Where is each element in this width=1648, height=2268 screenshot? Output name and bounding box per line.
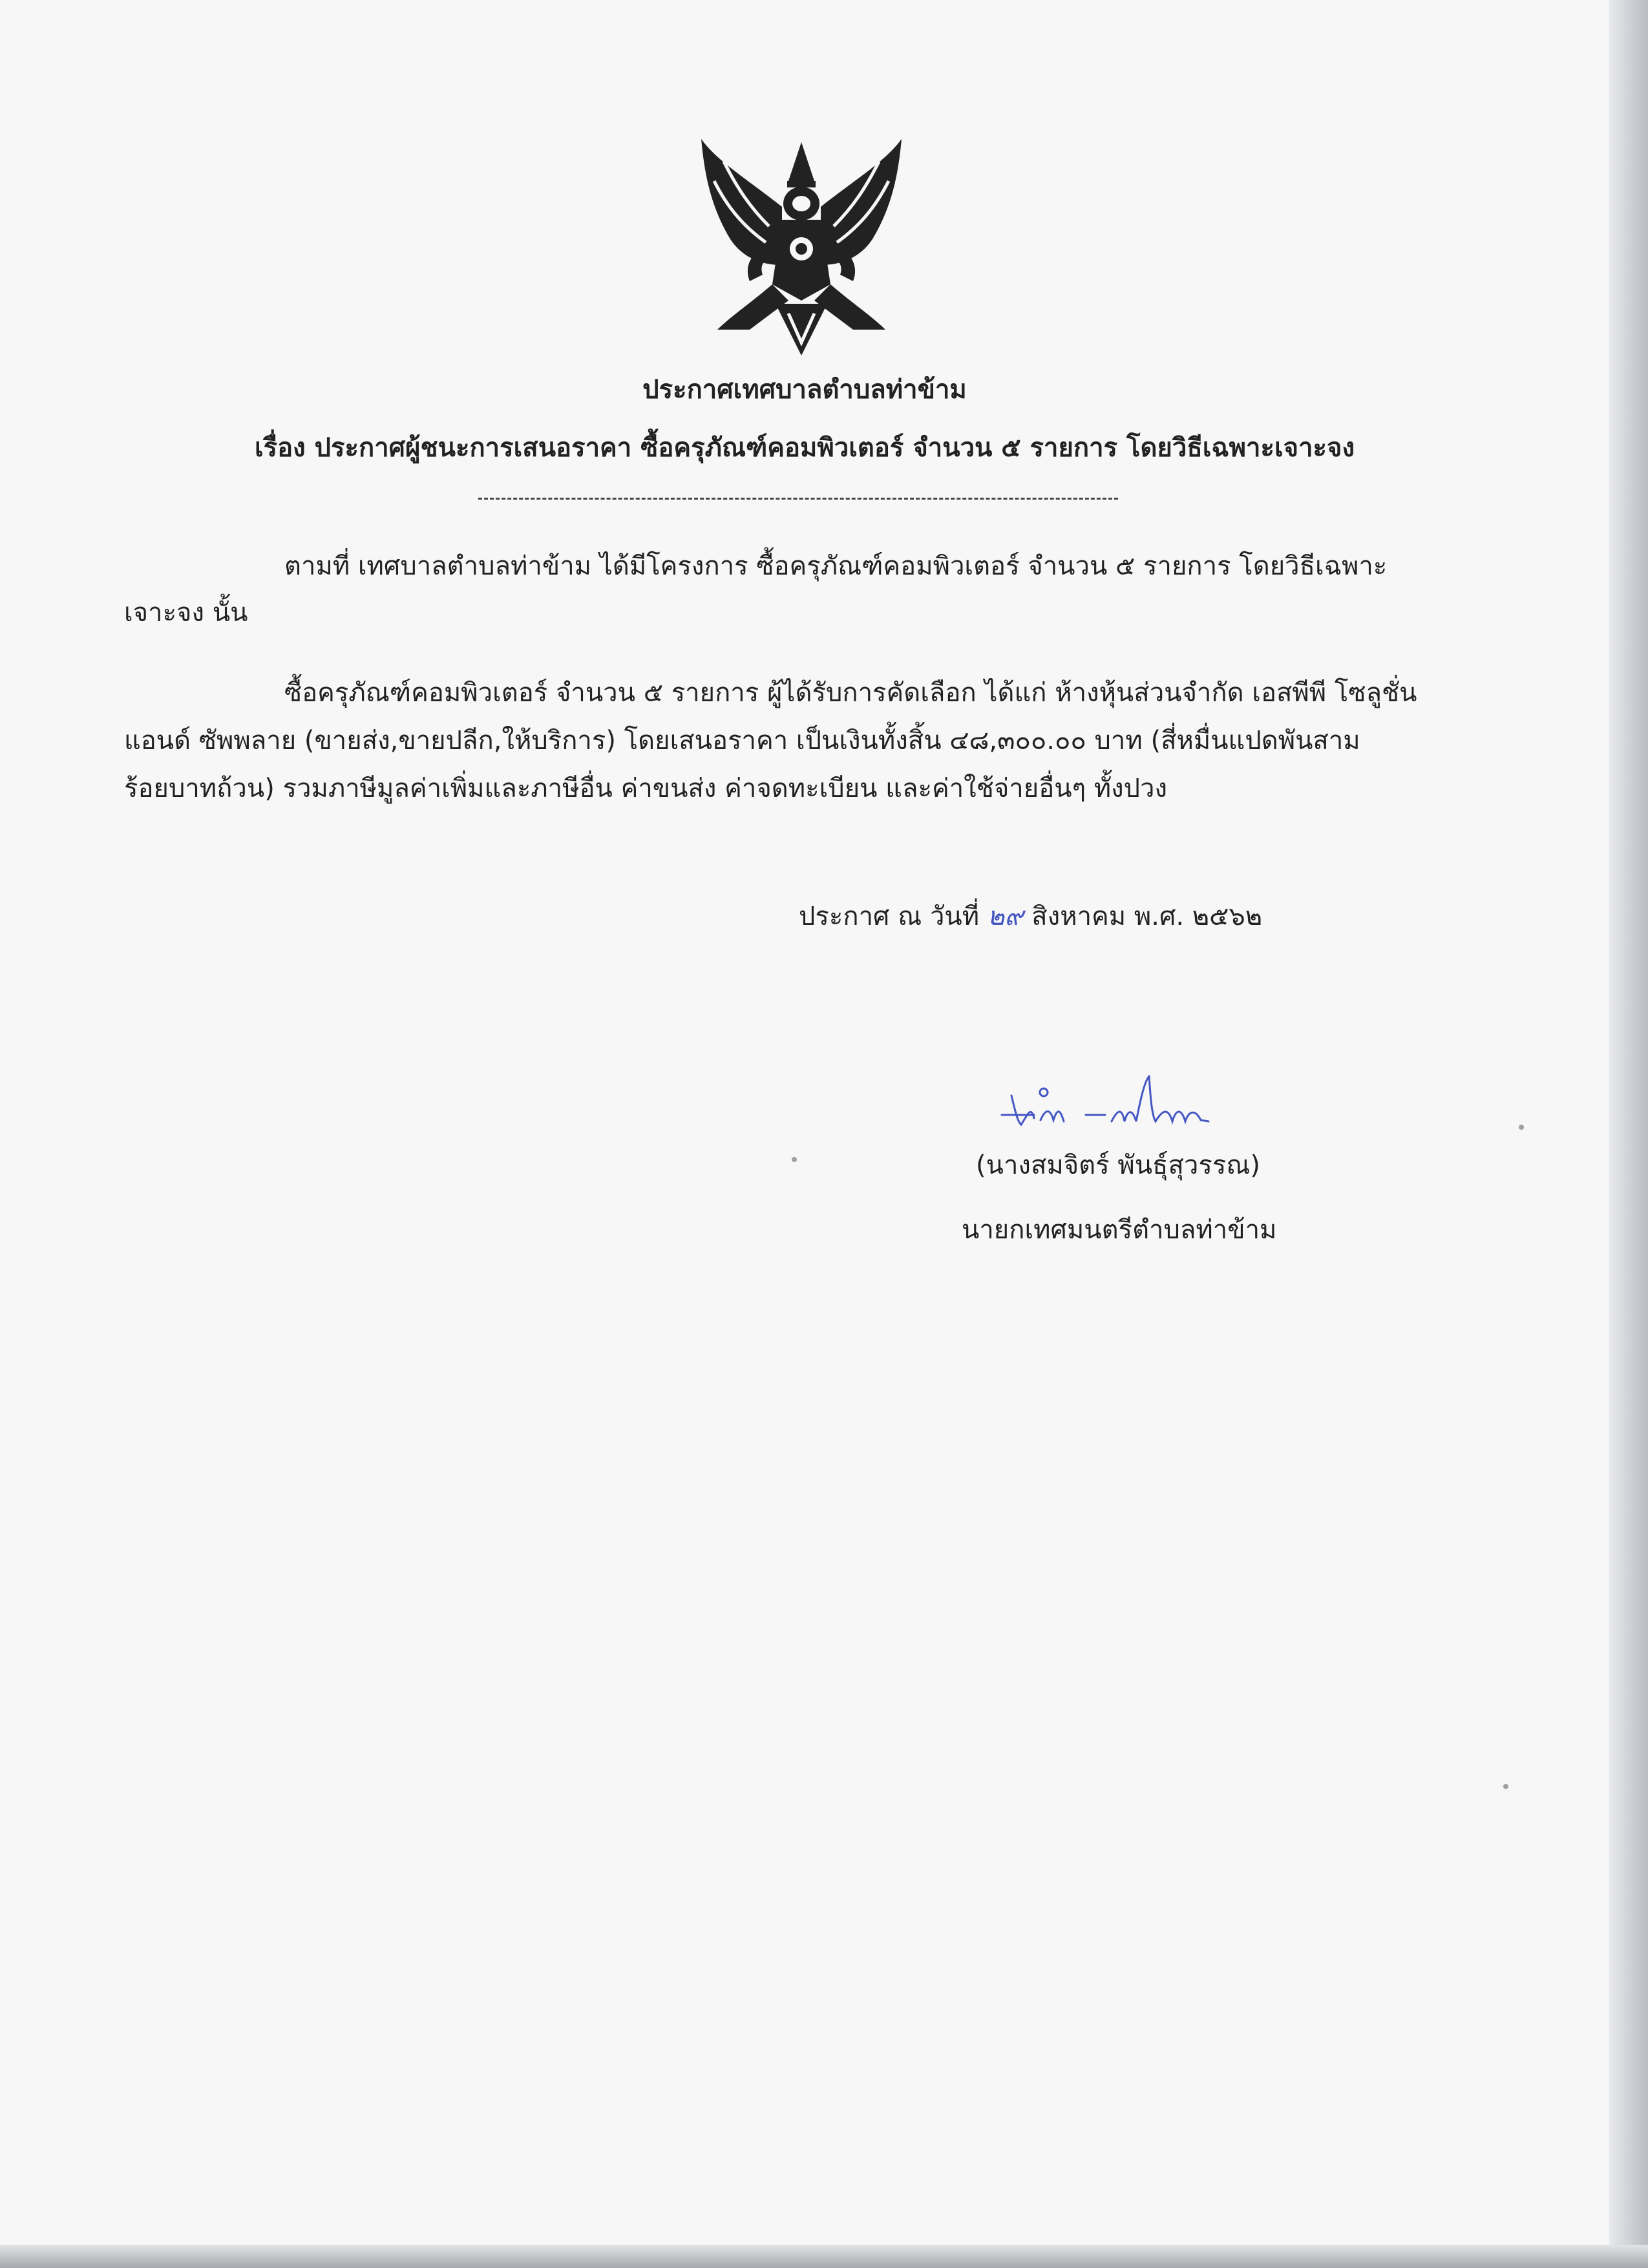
garuda-emblem-icon: [692, 136, 911, 362]
scan-speck: [792, 1157, 797, 1162]
paragraph-2-line-1: ซื้อครุภัณฑ์คอมพิวเตอร์ จำนวน ๕ รายการ ผู้ได้รับการคัดเลือก ได้แก่ ห้างหุ้นส่วนจำกัด เอสพีพี โซลูชั่น: [284, 678, 1417, 708]
scan-speck: [1519, 1125, 1524, 1130]
paragraph-2-line-3: ร้อยบาทถ้วน) รวมภาษีมูลค่าเพิ่มและภาษีอื่น ค่าขนส่ง ค่าจดทะเบียน และค่าใช้จ่ายอื่นๆ ทั้งปวง: [124, 774, 1168, 803]
date-month-year: สิงหาคม พ.ศ. ๒๕๖๒: [1031, 902, 1263, 931]
signer-name: (นางสมจิตร์ พันธุ์สุวรรณ): [976, 1150, 1261, 1180]
dashed-divider: [478, 498, 1118, 500]
paragraph-2-line-2: แอนด์ ซัพพลาย (ขายส่ง,ขายปลีก,ให้บริการ) โดยเสนอราคา เป็นเงินทั้งสิ้น ๔๘,๓๐๐.๐๐ บาท (สี่หมื่นแปดพันสาม: [124, 726, 1360, 756]
date-day-handwritten: ๒๙: [987, 902, 1024, 931]
announcement-title: ประกาศเทศบาลตำบลท่าข้าม: [642, 375, 967, 405]
date-prefix: ประกาศ ณ วันที่: [799, 902, 980, 931]
announcement-date: [799, 895, 1262, 937]
paragraph-1-line-1: ตามที่ เทศบาลตำบลท่าข้าม ได้มีโครงการ ซื้อครุภัณฑ์คอมพิวเตอร์ จำนวน ๕ รายการ โดยวิธีเฉพาะ: [284, 551, 1388, 581]
scan-edge-bottom: [0, 2245, 1648, 2268]
scan-edge-right: [1609, 0, 1648, 2268]
signer-position: นายกเทศมนตรีตำบลท่าข้าม: [962, 1215, 1277, 1245]
scan-speck: [1503, 1784, 1508, 1789]
announcement-subject: เรื่อง ประกาศผู้ชนะการเสนอราคา ซื้อครุภัณฑ์คอมพิวเตอร์ จำนวน ๕ รายการ โดยวิธีเฉพาะเจาะจง: [254, 433, 1355, 463]
paragraph-1-line-2: เจาะจง นั้น: [124, 598, 248, 628]
handwritten-signature: [995, 1070, 1241, 1147]
